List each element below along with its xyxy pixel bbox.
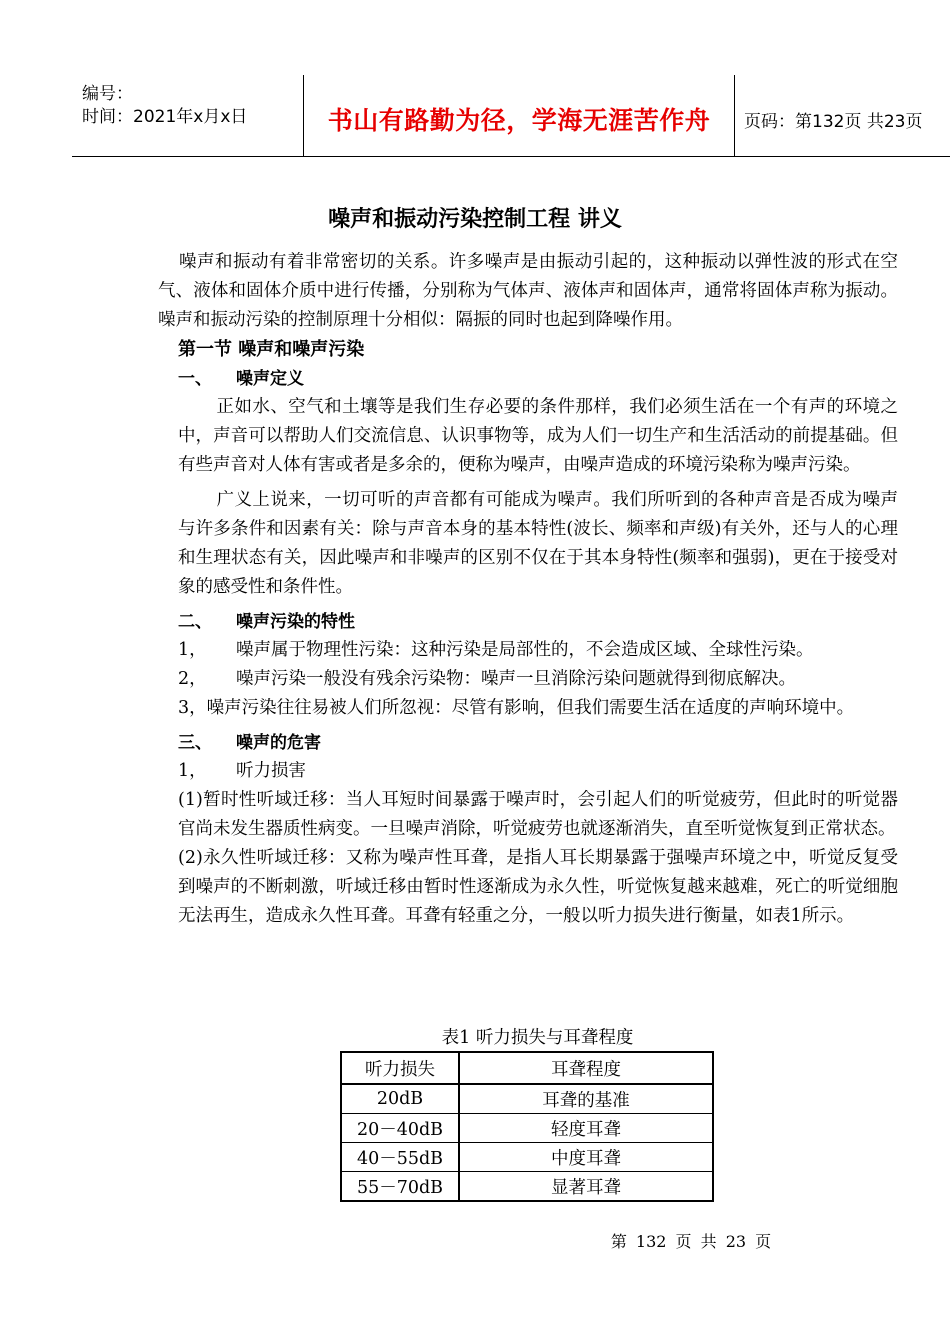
paragraph: (1)暂时性听域迁移：当人耳短时间暴露于噪声时，会引起人们的听觉疲劳，但此时的听觉器官尚未发生器质性病变。一旦噪声消除，听觉疲劳也就逐渐消失，直至听觉恢复到正常状态。 <box>178 790 898 839</box>
subsection-number: 二、 <box>178 612 212 632</box>
list-item-number: 2， <box>178 669 207 689</box>
subsection-title: 噪声污染的特性 <box>236 612 355 632</box>
time-label: 时间：2021年x月x日 <box>82 107 248 127</box>
table-cell: 40－55dB <box>341 1143 459 1172</box>
table-cell: 20dB <box>341 1084 459 1114</box>
paragraph: 广义上说来，一切可听的声音都有可能成为噪声。我们所听到的各种声音是否成为噪声与许多条件和因素有关：除与声音本身的基本特性(波长、频率和声级)有关外，还与人的心理和生理状态有关，因此噪声和非噪声的区别不仅在于其本身特性(频率和强弱)，更在于接受对象的感受性和条件性。 <box>178 490 898 597</box>
subsection-heading-definition <box>178 365 898 393</box>
list-item <box>178 665 898 694</box>
subsection-heading-hazards <box>178 729 898 757</box>
paragraph: 正如水、空气和土壤等是我们生存必要的条件那样，我们必须生活在一个有声的环境之中，声音可以帮助人们交流信息、认识事物等，成为人们一切生产和生活活动的前提基础。但有些声音对人体有害或者是多余的，便称为噪声，由噪声造成的环境污染称为噪声污染。 <box>178 397 898 475</box>
table-cell: 20－40dB <box>341 1114 459 1143</box>
table-cell: 轻度耳聋 <box>459 1114 713 1143</box>
document-title: 噪声和振动污染控制工程 讲义 <box>328 207 622 232</box>
list-item-text: 听力损害 <box>236 761 306 781</box>
table-cell: 中度耳聋 <box>459 1143 713 1172</box>
list-item <box>178 757 898 786</box>
serial-label: 编号： <box>82 84 133 104</box>
subsection-number: 一、 <box>178 369 212 389</box>
subsection-heading-characteristics <box>178 608 898 636</box>
list-item-text: 噪声污染一般没有残余污染物：噪声一旦消除污染问题就得到彻底解决。 <box>236 669 796 689</box>
table-row <box>341 1172 713 1202</box>
table-row <box>341 1114 713 1143</box>
header-divider-right <box>734 75 735 157</box>
subsection-title: 噪声定义 <box>236 369 304 389</box>
list-item: 3，噪声污染往往易被人们所忽视：尽管有影响，但我们需要生活在适度的声响环境中。 <box>178 698 855 718</box>
main-content <box>178 335 898 931</box>
table-cell: 55－70dB <box>341 1172 459 1202</box>
header-meta <box>82 83 247 129</box>
header-page-number: 页码：第132页 共23页 <box>744 112 923 132</box>
table-cell: 耳聋的基准 <box>459 1084 713 1114</box>
header-motto: 书山有路勤为径，学海无涯苦作舟 <box>327 106 711 135</box>
hearing-loss-table <box>340 1051 714 1202</box>
table-header-cell: 听力损失 <box>341 1052 459 1084</box>
table-cell: 显著耳聋 <box>459 1172 713 1202</box>
table-row <box>341 1084 713 1114</box>
table-header-row <box>341 1052 713 1084</box>
list-item-number: 1， <box>178 761 207 781</box>
table-header-cell: 耳聋程度 <box>459 1052 713 1084</box>
intro-block <box>158 248 898 335</box>
list-item <box>178 636 898 665</box>
table-row <box>341 1143 713 1172</box>
page-header <box>72 75 950 157</box>
paragraph: (2)永久性听域迁移：又称为噪声性耳聋，是指人耳长期暴露于强噪声环境之中，听觉反复受到噪声的不断刺激，听域迁移由暂时性逐渐成为永久性，听觉恢复越来越难，死亡的听觉细胞无法再生，造成永久性耳聋。耳聋有轻重之分，一般以听力损失进行衡量，如表1所示。 <box>178 848 898 926</box>
table-caption: 表1 听力损失与耳聋程度 <box>441 1028 634 1048</box>
page-footer: 第 132 页 共 23 页 <box>610 1232 772 1251</box>
section-heading: 第一节 噪声和噪声污染 <box>178 339 365 360</box>
header-rule <box>72 156 950 157</box>
subsection-number: 三、 <box>178 733 212 753</box>
subsection-title: 噪声的危害 <box>236 733 321 753</box>
intro-paragraph: 噪声和振动有着非常密切的关系。许多噪声是由振动引起的，这种振动以弹性波的形式在空气、液体和固体介质中进行传播，分别称为气体声、液体声和固体声，通常将固体声称为振动。噪声和振动污染的控制原理十分相似：隔振的同时也起到降噪作用。 <box>158 252 898 330</box>
list-item-number: 1， <box>178 640 207 660</box>
list-item-text: 噪声属于物理性污染：这种污染是局部性的，不会造成区域、全球性污染。 <box>236 640 814 660</box>
